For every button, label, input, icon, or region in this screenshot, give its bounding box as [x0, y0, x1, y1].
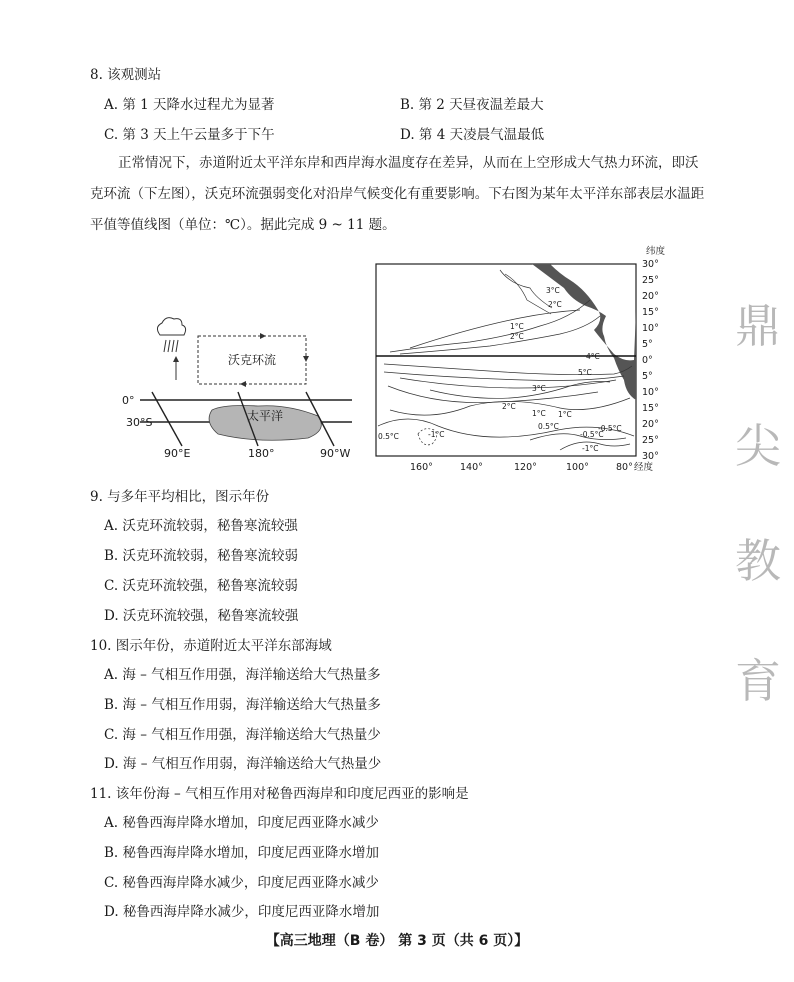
sst-anomaly-map — [370, 240, 690, 480]
q9-option-a: A. 沃克环流较弱，秘鲁寒流较强 — [104, 518, 298, 534]
lon-tick: 80° — [616, 462, 633, 473]
q8-option-d: D. 第 4 天凌晨气温最低 — [400, 127, 545, 143]
q10-stem: 10. 图示年份，赤道附近太平洋东部海域 — [90, 638, 332, 654]
lat-label-30s: 30°S — [126, 416, 153, 429]
q8-option-a: A. 第 1 天降水过程尤为显著 — [104, 97, 275, 113]
lon-tick: 100° — [566, 462, 589, 473]
lon-label-90e: 90°E — [164, 447, 191, 460]
q8-option-c: C. 第 3 天上午云量多于下午 — [104, 127, 275, 143]
contour-label: 3°C — [546, 286, 560, 295]
contour-label: 1°C — [532, 409, 546, 418]
lat-tick: 5° — [642, 371, 653, 382]
walker-label: 沃克环流 — [227, 353, 277, 367]
q10-option-b: B. 海 – 气相互作用弱，海洋输送给大气热量多 — [104, 697, 381, 713]
contour-label: -0.5°C — [580, 430, 604, 439]
contour-label: 5°C — [578, 368, 592, 377]
lat-axis-title: 纬度 — [646, 246, 666, 257]
page-footer: 【高三地理（B 卷） 第 3 页（共 6 页）】 — [265, 933, 529, 949]
lon-label-180: 180° — [248, 447, 275, 460]
lat-tick: 15° — [642, 307, 659, 318]
q11-stem: 11. 该年份海 – 气相互作用对秘鲁西海岸和印度尼西亚的影响是 — [90, 786, 469, 802]
q11-option-a: A. 秘鲁西海岸降水增加，印度尼西亚降水减少 — [104, 815, 379, 831]
lon-tick: 120° — [514, 462, 537, 473]
lat-tick: 15° — [642, 403, 659, 414]
q9-option-c: C. 沃克环流较强，秘鲁寒流较弱 — [104, 578, 298, 594]
q9-stem: 9. 与多年平均相比，图示年份 — [90, 489, 270, 505]
watermark-char: 鼎 — [735, 299, 781, 353]
contour-label: 2°C — [548, 300, 562, 309]
q11-option-d: D. 秘鲁西海岸降水减少，印度尼西亚降水增加 — [104, 904, 380, 920]
pacific-label: 太平洋 — [246, 409, 284, 423]
lat-tick: 0° — [642, 355, 653, 366]
contour-label: 0.5°C — [378, 432, 399, 441]
watermark-char: 育 — [735, 654, 781, 708]
q11-option-b: B. 秘鲁西海岸降水增加，印度尼西亚降水增加 — [104, 845, 380, 861]
contour-label: 4°C — [586, 352, 600, 361]
q11-option-c: C. 秘鲁西海岸降水减少，印度尼西亚降水减少 — [104, 875, 379, 891]
watermark-char: 尖 — [735, 419, 781, 473]
contour-label: -1°C — [428, 430, 445, 439]
contour-label: -0.5°C — [598, 424, 622, 433]
intro-paragraph — [90, 148, 710, 241]
lon-tick: 160° — [410, 462, 433, 473]
lat-tick: 20° — [642, 419, 659, 430]
contour-label: -1°C — [582, 444, 599, 453]
lat-tick: 25° — [642, 435, 659, 446]
intro-text: 正常情况下，赤道附近太平洋东岸和西岸海水温度存在差异，从而在上空形成大气热力环流，即沃克环流（下左图），沃克环流强弱变化对沿岸气候变化有重要影响。下右图为某年太平洋东部表层水温距平值等值线图（单位：℃）。据此完成 9 ~ 11 题。 — [90, 155, 705, 233]
q10-option-c: C. 海 – 气相互作用强，海洋输送给大气热量少 — [104, 727, 381, 743]
contour-label: 2°C — [510, 332, 524, 341]
lon-tick: 140° — [460, 462, 483, 473]
contour-label: 2°C — [502, 402, 516, 411]
lat-tick: 20° — [642, 291, 659, 302]
contour-label: 1°C — [510, 322, 524, 331]
lat-tick: 30° — [642, 259, 659, 270]
lat-label-0: 0° — [122, 394, 135, 407]
lat-tick: 25° — [642, 275, 659, 286]
lat-tick: 10° — [642, 323, 659, 334]
q8-option-b: B. 第 2 天昼夜温差最大 — [400, 97, 544, 113]
contour-label: 1°C — [558, 410, 572, 419]
lat-tick: 5° — [642, 339, 653, 350]
lat-tick: 10° — [642, 387, 659, 398]
q8-stem: 8. 该观测站 — [90, 67, 162, 83]
cloud-rain-icon — [157, 318, 185, 352]
walker-circulation-figure — [110, 300, 370, 465]
watermark-char: 教 — [735, 534, 781, 588]
q9-option-d: D. 沃克环流较强，秘鲁寒流较强 — [104, 608, 299, 624]
q9-option-b: B. 沃克环流较弱，秘鲁寒流较弱 — [104, 548, 299, 564]
contour-label: 0.5°C — [538, 422, 559, 431]
lon-axis-title: 经度 — [634, 462, 654, 473]
q10-option-d: D. 海 – 气相互作用弱，海洋输送给大气热量少 — [104, 756, 382, 772]
contour-label: 3°C — [532, 384, 546, 393]
lat-tick: 30° — [642, 451, 659, 462]
q10-option-a: A. 海 – 气相互作用强，海洋输送给大气热量多 — [104, 667, 381, 683]
lon-label-90w: 90°W — [320, 447, 351, 460]
